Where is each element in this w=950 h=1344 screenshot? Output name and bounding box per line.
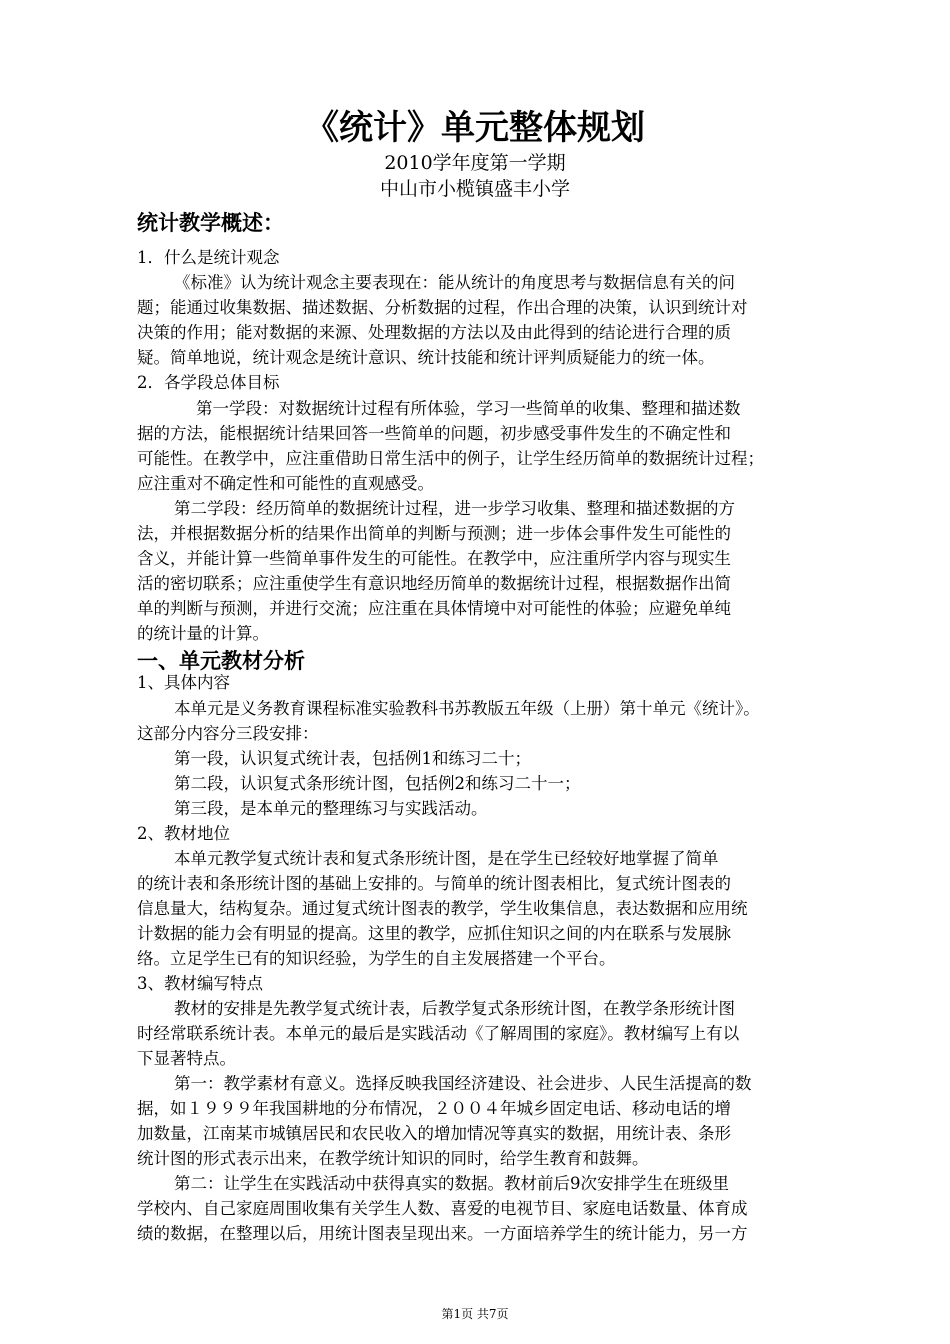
analysis-s2-line: 信息量大，结构复杂。通过复式统计图表的教学，学生收集信息，表达数据和应用统 [137,899,748,918]
overview-p1-line: 疑。简单地说，统计观念是统计意识、统计技能和统计评判质疑能力的统一体。 [137,348,715,367]
analysis-s2-line: 本单元教学复式统计表和复式条形统计图，是在学生已经较好地掌握了简单 [174,849,719,868]
analysis-s2-line: 计数据的能力会有明显的提高。这里的教学，应抓住知识之间的内在联系与发展脉 [137,924,731,943]
analysis-s2-line: 的统计表和条形统计图的基础上安排的。与简单的统计图表相比，复式统计图表的 [137,874,731,893]
overview-p2-line: 应注重对不确定性和可能性的直观感受。 [137,474,434,493]
page-footer: 第1页 共7页 [441,1307,509,1321]
analysis-f1-line: 统计图的形式表示出来，在教学统计知识的同时，给学生教育和鼓舞。 [137,1149,649,1168]
overview-p3-line: 第二学段：经历简单的数据统计过程，进一步学习收集、整理和描述数据的方 [174,499,735,518]
analysis-f1-line: 第一：教学素材有意义。选择反映我国经济建设、社会进步、人民生活提高的数 [174,1074,752,1093]
overview-p2-line: 可能性。在教学中，应注重借助日常生活中的例子，让学生经历简单的数据统计过程； [137,449,764,468]
analysis-f2-line: 学校内、自己家庭周围收集有关学生人数、喜爱的电视节目、家庭电话数量、体育成 [137,1199,748,1218]
analysis-f2-line: 第二：让学生在实践活动中获得真实的数据。教材前后9次安排学生在班级里 [174,1174,729,1193]
overview-q2: 2．各学段总体目标 [137,373,280,392]
analysis-s1-list-item: 第三段，是本单元的整理练习与实践活动。 [174,799,488,818]
analysis-s2-title: 2、教材地位 [137,824,230,843]
analysis-s1-line: 这部分内容分三段安排： [137,724,319,743]
analysis-s1-list-item: 第一段，认识复式统计表，包括例1和练习二十； [174,749,531,768]
analysis-s1-title: 1、具体内容 [137,673,230,692]
overview-p2-line: 第一学段：对数据统计过程有所体验，学习一些简单的收集、整理和描述数 [196,399,741,418]
overview-p3-line: 活的密切联系；应注重使学生有意识地经历简单的数据统计过程，根据数据作出简 [137,574,731,593]
analysis-s3-line: 时经常联系统计表。本单元的最后是实践活动《了解周围的家庭》。教材编写上有以 [137,1024,740,1043]
overview-p1-line: 题；能通过收集数据、描述数据、分析数据的过程，作出合理的决策，认识到统计对 [137,298,748,317]
overview-heading: 统计教学概述： [137,211,284,235]
analysis-heading: 一、单元教材分析 [137,649,305,673]
subtitle-school: 中山市小榄镇盛丰小学 [379,178,570,200]
subtitle-year: 2010学年度第一学期 [384,152,566,174]
analysis-f2-line: 绩的数据，在整理以后，用统计图表呈现出来。一方面培养学生的统计能力，另一方 [137,1224,748,1243]
overview-p2-line: 据的方法，能根据统计结果回答一些简单的问题，初步感受事件发生的不确定性和 [137,424,731,443]
overview-p1-line: 决策的作用；能对数据的来源、处理数据的方法以及由此得到的结论进行合理的质 [137,323,731,342]
analysis-s3-title: 3、教材编写特点 [137,974,263,993]
analysis-s3-line: 下显著特点。 [137,1049,236,1068]
overview-p1-line: 《标准》认为统计观念主要表现在：能从统计的角度思考与数据信息有关的问 [174,273,735,292]
overview-p3-line: 的统计量的计算。 [137,624,269,643]
analysis-f1-line: 加数量，江南某市城镇居民和农民收入的增加情况等真实的数据，用统计表、条形 [137,1124,731,1143]
analysis-s1-line: 本单元是义务教育课程标准实验教科书苏教版五年级（上册）第十单元《统计》。 [174,699,760,718]
overview-q1: 1．什么是统计观念 [137,248,280,267]
page-title: 《统计》单元整体规划 [305,108,645,148]
analysis-s3-line: 教材的安排是先教学复式统计表，后教学复式条形统计图，在教学条形统计图 [174,999,735,1018]
overview-p3-line: 单的判断与预测，并进行交流；应注重在具体情境中对可能性的体验；应避免单纯 [137,599,731,618]
analysis-s2-line: 络。立足学生已有的知识经验，为学生的自主发展搭建一个平台。 [137,949,616,968]
overview-p3-line: 法，并根据数据分析的结果作出简单的判断与预测；进一步体会事件发生可能性的 [137,524,731,543]
overview-p3-line: 含义，并能计算一些简单事件发生的可能性。在教学中，应注重所学内容与现实生 [137,549,731,568]
analysis-f1-line: 据，如１９９９年我国耕地的分布情况，２００４年城乡固定电话、移动电话的增 [137,1099,731,1118]
analysis-s1-list-item: 第二段，认识复式条形统计图，包括例2和练习二十一； [174,774,581,793]
